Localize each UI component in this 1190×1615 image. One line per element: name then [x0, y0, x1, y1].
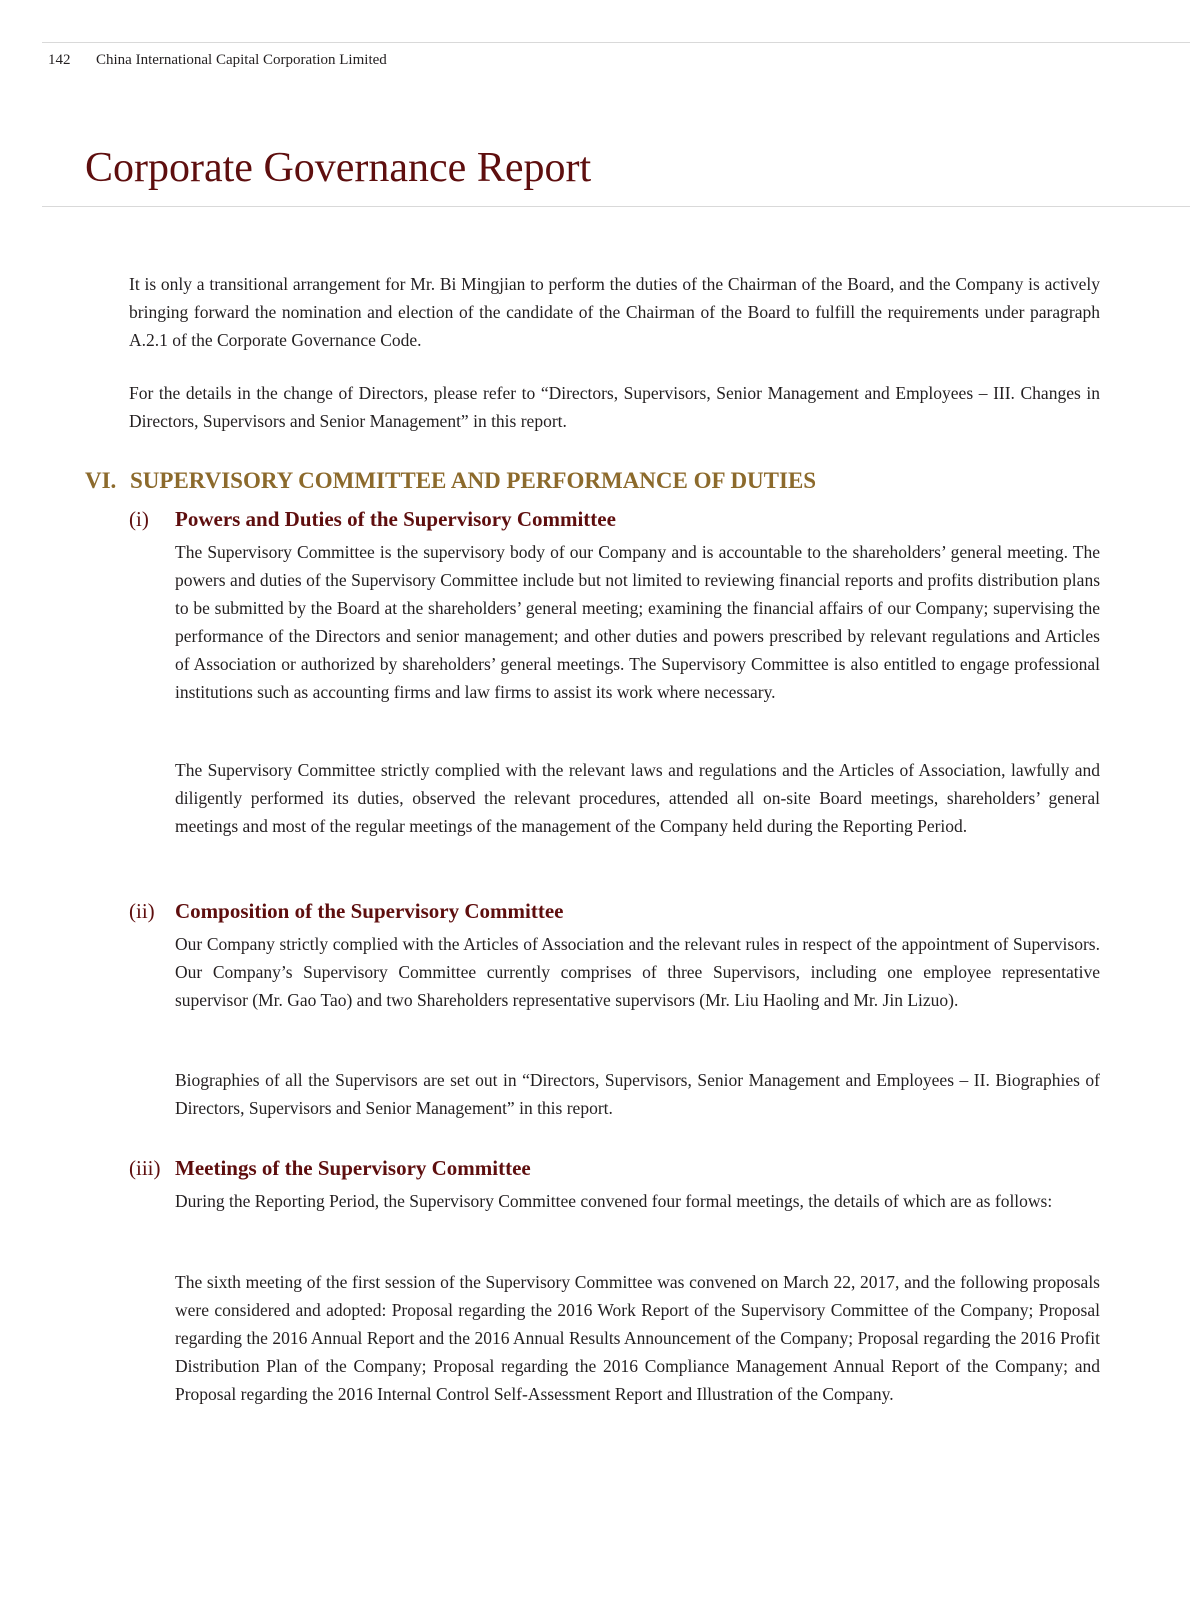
section-title: SUPERVISORY COMMITTEE AND PERFORMANCE OF DUTIES: [130, 468, 817, 493]
subsection-title: Meetings of the Supervisory Committee: [175, 1156, 531, 1180]
section-heading: [85, 468, 816, 494]
subsection-title: Composition of the Supervisory Committee: [175, 899, 564, 923]
body-paragraph: During the Reporting Period, the Supervisory Committee convened four formal meetings, the details of which are as follows:: [175, 1191, 1053, 1211]
intro-paragraph: For the details in the change of Directors, please refer to “Directors, Supervisors, Senior Management and Employees – III. Changes in Directors, Supervisors and Senior Management” in this report.: [129, 383, 1100, 431]
page-title: Corporate Governance Report: [85, 145, 592, 191]
page-number: 142: [48, 52, 71, 68]
body-paragraph: The Supervisory Committee strictly complied with the relevant laws and regulations and the Articles of Association, lawfully and diligently performed its duties, observed the relevant procedures, attended all on-site Board meetings, shareholders’ general meetings and most of the regular meetings of the management of the Company held during the Reporting Period.: [175, 760, 1100, 836]
body-paragraph: Biographies of all the Supervisors are set out in “Directors, Supervisors, Senior Management and Employees – II. Biographies of Directors, Supervisors and Senior Management” in this report.: [175, 1070, 1100, 1118]
subsection-number: (ii): [129, 899, 155, 923]
intro-paragraph: It is only a transitional arrangement for Mr. Bi Mingjian to perform the duties of the Chairman of the Board, and the Company is actively bringing forward the nomination and election of the candidate of the Chairman of the Board to fulfill the requirements under paragraph A.2.1 of the Corporate Governance Code.: [129, 274, 1100, 350]
subsection-title: Powers and Duties of the Supervisory Committee: [175, 507, 616, 531]
subsection-number: (i): [129, 507, 149, 531]
section-number: VI.: [85, 468, 117, 493]
subsection-heading: [129, 507, 616, 532]
subsection-heading: [129, 1156, 531, 1181]
running-header: [48, 52, 387, 69]
title-rule: [42, 206, 1190, 207]
body-paragraph: The Supervisory Committee is the supervisory body of our Company and is accountable to the shareholders’ general meeting. The powers and duties of the Supervisory Committee include but not limited to reviewing financial reports and profits distribution plans to be submitted by the Board at the shareholders’ general meeting; examining the financial affairs of our Company; supervising the performance of the Directors and senior management; and other duties and powers prescribed by relevant regulations and Articles of Association or authorized by shareholders’ general meetings. The Supervisory Committee is also entitled to engage professional institutions such as accounting firms and law firms to assist its work where necessary.: [175, 542, 1100, 702]
body-paragraph: Our Company strictly complied with the Articles of Association and the relevant rules in respect of the appointment of Supervisors. Our Company’s Supervisory Committee currently comprises of three Supervisors, including one employee representative supervisor (Mr. Gao Tao) and two Shareholders representative supervisors (Mr. Liu Haoling and Mr. Jin Lizuo).: [175, 934, 1100, 1010]
header-rule: [42, 42, 1190, 43]
company-name: China International Capital Corporation Limited: [96, 52, 387, 68]
subsection-heading: [129, 899, 563, 924]
subsection-number: (iii): [129, 1156, 161, 1180]
body-paragraph: The sixth meeting of the first session of the Supervisory Committee was convened on March 22, 2017, and the following proposals were considered and adopted: Proposal regarding the 2016 Work Report of the Supervisory Committee of the Company; Proposal regarding the 2016 Annual Report and the 2016 Annual Results Announcement of the Company; Proposal regarding the 2016 Profit Distribution Plan of the Company; Proposal regarding the 2016 Compliance Management Annual Report of the Company; and Proposal regarding the 2016 Internal Control Self-Assessment Report and Illustration of the Company.: [175, 1272, 1100, 1404]
